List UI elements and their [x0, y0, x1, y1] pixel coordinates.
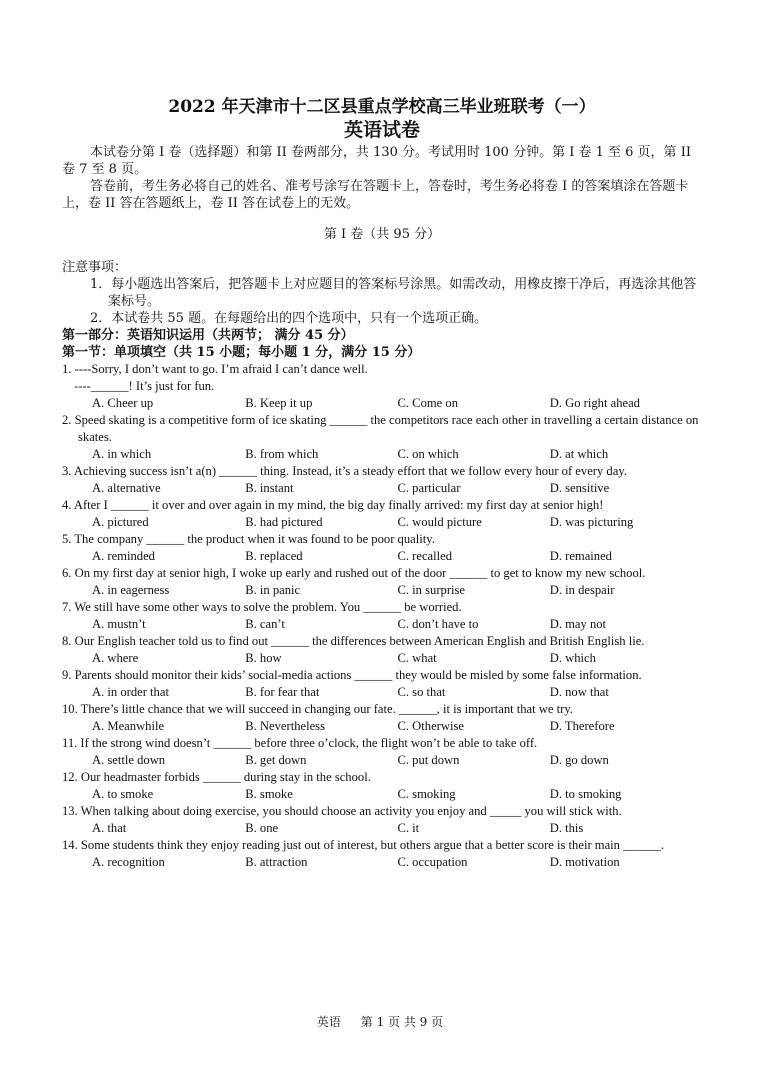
- question-list: [62, 361, 702, 871]
- footer-subject: 英语: [316, 1015, 341, 1029]
- question-item: [62, 633, 702, 667]
- question-stem: 7. We still have some other ways to solve the problem. You ______ be worried.: [62, 600, 462, 614]
- question-item: [62, 531, 702, 565]
- option-a: A. pictured: [92, 515, 149, 529]
- volume-title: 第 I 卷（共 95 分）: [323, 227, 441, 242]
- question-options: [62, 480, 702, 497]
- option-b: B. get down: [245, 753, 307, 767]
- section1-title: 第一节：单项填空（共 15 小题；每小题 1 分，满分 15 分）: [62, 345, 421, 360]
- option-b: B. had pictured: [245, 515, 323, 529]
- question-options: [62, 752, 702, 769]
- exam-title: 2022 年天津市十二区县重点学校高三毕业班联考（一）: [168, 97, 596, 117]
- option-d: D. now that: [549, 685, 609, 699]
- option-b: B. Keep it up: [245, 396, 313, 410]
- option-d: D. Go right ahead: [549, 396, 640, 410]
- option-d: D. at which: [549, 447, 609, 461]
- question-options: [62, 684, 702, 701]
- question-item: [62, 599, 702, 633]
- question-item: [62, 497, 702, 531]
- notice-item-2: 2．本试卷共 55 题。在每题给出的四个选项中，只有一个选项正确。: [90, 311, 488, 326]
- option-a: A. Cheer up: [92, 396, 154, 410]
- option-c: C. don’t have to: [397, 617, 479, 631]
- option-d: D. was picturing: [549, 515, 634, 529]
- option-c: C. would picture: [397, 515, 482, 529]
- question-stem: 4. After I ______ it over and over again in my mind, the big day finally arrived: my first day at senior high!: [62, 498, 604, 512]
- question-item: [62, 701, 702, 735]
- option-c: C. occupation: [397, 855, 468, 869]
- question-stem: 10. There’s little chance that we will succeed in changing our fate. ______, it is important that we try.: [62, 702, 573, 716]
- question-stem: 5. The company ______ the product when it was found to be poor quality.: [62, 532, 435, 546]
- question-options: [62, 650, 702, 667]
- option-a: A. that: [92, 821, 127, 835]
- option-b: B. from which: [245, 447, 319, 461]
- question-options: [62, 514, 702, 531]
- option-c: C. so that: [397, 685, 446, 699]
- option-b: B. in panic: [245, 583, 301, 597]
- option-a: A. settle down: [92, 753, 166, 767]
- question-item: [62, 361, 702, 412]
- question-options: [62, 582, 702, 599]
- option-c: C. smoking: [397, 787, 456, 801]
- notice-heading: 注意事项：: [62, 260, 128, 275]
- option-c: C. what: [397, 651, 437, 665]
- option-b: B. for fear that: [245, 685, 320, 699]
- option-b: B. smoke: [245, 787, 293, 801]
- question-options: [62, 854, 702, 871]
- question-item: [62, 803, 702, 837]
- option-c: C. on which: [397, 447, 459, 461]
- option-d: D. this: [549, 821, 584, 835]
- option-a: A. alternative: [92, 481, 161, 495]
- question-options: [62, 548, 702, 565]
- option-d: D. Therefore: [549, 719, 615, 733]
- question-options: [62, 820, 702, 837]
- question-options: [62, 395, 702, 412]
- question-item: [62, 667, 702, 701]
- option-b: B. one: [245, 821, 279, 835]
- option-a: A. Meanwhile: [92, 719, 165, 733]
- question-item: [62, 769, 702, 803]
- option-b: B. attraction: [245, 855, 308, 869]
- option-c: C. Otherwise: [397, 719, 464, 733]
- option-c: C. in surprise: [397, 583, 465, 597]
- option-a: A. recognition: [92, 855, 165, 869]
- option-b: B. how: [245, 651, 282, 665]
- option-b: B. can’t: [245, 617, 285, 631]
- question-stem: 1. ----Sorry, I don’t want to go. I’m afraid I can’t dance well.: [62, 362, 368, 376]
- option-c: C. particular: [397, 481, 461, 495]
- footer-page-number: 第 1 页 共 9 页: [360, 1015, 444, 1029]
- question-stem: 2. Speed skating is a competitive form of ice skating ______ the competitors race each other in travelling a certain distance on skates.: [62, 413, 699, 444]
- question-stem: 12. Our headmaster forbids ______ during stay in the school.: [62, 770, 371, 784]
- option-d: D. sensitive: [549, 481, 610, 495]
- question-item: [62, 565, 702, 599]
- question-stem: 3. Achieving success isn’t a(n) ______ thing. Instead, it’s a steady effort that we follow every hour of every day.: [62, 464, 627, 478]
- question-stem: 14. Some students think they enjoy reading just out of interest, but others argue that a better score is their main ______.: [62, 838, 665, 852]
- option-b: B. Nevertheless: [245, 719, 325, 733]
- option-a: A. mustn’t: [92, 617, 146, 631]
- option-a: A. in which: [92, 447, 152, 461]
- question-stem: 13. When talking about doing exercise, you should choose an activity you enjoy and _____ you will stick with.: [62, 804, 622, 818]
- option-d: D. motivation: [549, 855, 620, 869]
- option-c: C. Come on: [397, 396, 459, 410]
- option-c: C. put down: [397, 753, 460, 767]
- option-b: B. replaced: [245, 549, 303, 563]
- option-a: A. in eagerness: [92, 583, 170, 597]
- option-d: D. to smoking: [549, 787, 622, 801]
- option-a: A. reminded: [92, 549, 155, 563]
- question-item: [62, 735, 702, 769]
- question-options: [62, 446, 702, 463]
- option-c: C. recalled: [397, 549, 453, 563]
- option-d: D. remained: [549, 549, 612, 563]
- question-stem: 9. Parents should monitor their kids’ social-media actions ______ they would be misled by some false information.: [62, 668, 642, 682]
- option-a: A. where: [92, 651, 139, 665]
- question-options: [62, 616, 702, 633]
- option-c: C. it: [397, 821, 420, 835]
- notice-item-1: 1．每小题选出答案后，把答题卡上对应题目的答案标号涂黑。如需改动，用橡皮擦干净后，再选涂其他答案标号。: [90, 277, 697, 309]
- question-stem: 8. Our English teacher told us to find out ______ the differences between American English and British English lie.: [62, 634, 645, 648]
- option-a: A. to smoke: [92, 787, 154, 801]
- page-footer: [0, 1013, 760, 1030]
- question-item: [62, 463, 702, 497]
- question-item: [62, 412, 702, 463]
- part1-title: 第一部分：英语知识运用（共两节； 满分 45 分）: [62, 328, 354, 343]
- option-a: A. in order that: [92, 685, 169, 699]
- question-options: [62, 786, 702, 803]
- option-d: D. in despair: [549, 583, 615, 597]
- intro-paragraph-1: 本试卷分第 I 卷（选择题）和第 II 卷两部分，共 130 分。考试用时 100 分钟。第 I 卷 1 至 6 页，第 II 卷 7 至 8 页。: [62, 145, 691, 177]
- option-d: D. which: [549, 651, 596, 665]
- option-b: B. instant: [245, 481, 294, 495]
- question-item: [62, 837, 702, 871]
- exam-subject: 英语试卷: [343, 119, 420, 141]
- question-stem-reply: ----______! It’s just for fun.: [74, 379, 215, 393]
- question-stem: 11. If the strong wind doesn’t ______ before three o’clock, the flight won’t be able to take off.: [62, 736, 538, 750]
- option-d: D. go down: [549, 753, 609, 767]
- question-stem: 6. On my first day at senior high, I woke up early and rushed out of the door ______ to get to know my new school.: [62, 566, 646, 580]
- option-d: D. may not: [549, 617, 607, 631]
- question-options: [62, 718, 702, 735]
- intro-paragraph-2: 答卷前，考生务必将自己的姓名、准考号涂写在答题卡上，答卷时，考生务必将卷 I 的答案填涂在答题卡上，卷 II 答在答题纸上，卷 II 答在试卷上的无效。: [62, 179, 689, 211]
